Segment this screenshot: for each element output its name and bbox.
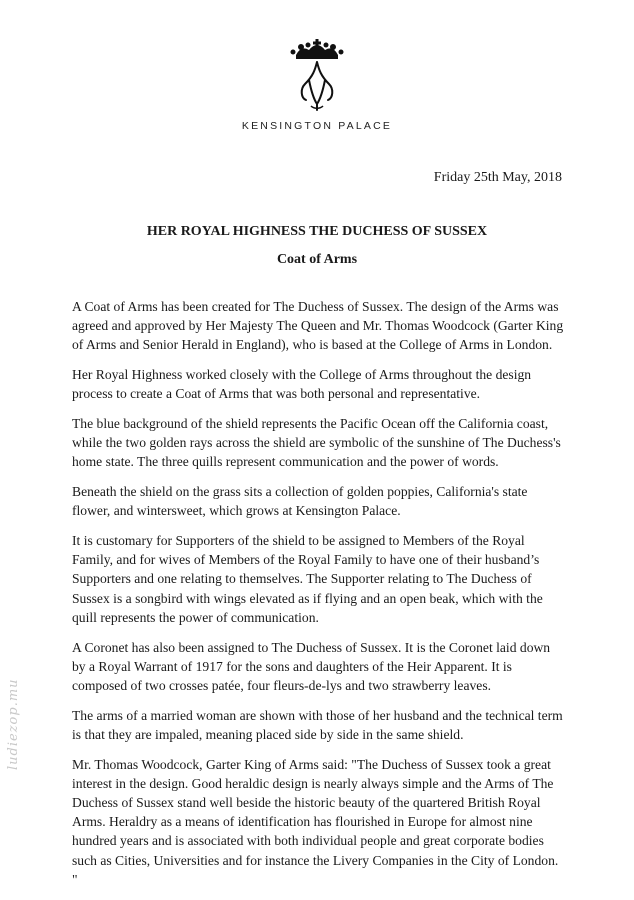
paragraph: It is customary for Supporters of the shield to be assigned to Members of the Royal Family, and for wives of Members of the Royal Family to have one of their husband’s Supporters and one relating to themselves. The Supporter relating to The Duchess of Sussex is a songbird with wings elevated as if flying and an open beak, which with the quill represents the power of communication. — [72, 533, 543, 625]
paragraph: A Coat of Arms has been created for The Duchess of Sussex. The design of the Arms was agreed and approved by Her Majesty The Queen and Mr. Thomas Woodcock (Garter King of Arms and Senior Herald in England), who is based at the College of Arms in London. — [72, 299, 564, 353]
paragraph: The blue background of the shield represents the Pacific Ocean off the California coast, while the two golden rays across the shield are symbolic of the sunshine of The Duchess's home state. The three quills represent communication and the power of words. — [72, 416, 561, 470]
crest-monogram — [0, 60, 634, 112]
document-body — [72, 297, 564, 899]
document-subtitle: Coat of Arms — [276, 252, 358, 267]
monogram-m-icon — [297, 60, 337, 112]
paragraph: The arms of a married woman are shown with those of her husband and the technical term is that they are impaled, meaning placed side by side in the same shield. — [72, 707, 563, 742]
paragraph: A Coronet has also been assigned to The Duchess of Sussex. It is the Coronet laid down by a Royal Warrant of 1917 for the sons and daughters of the Heir Apparent. It is composed of two crosses patée, four fleurs-de-lys and two strawberry leaves. — [72, 639, 551, 693]
crest-crown — [0, 38, 634, 62]
document-title: HER ROYAL HIGHNESS THE DUCHESS OF SUSSEX — [146, 224, 488, 239]
watermark: ludiezop.mu — [6, 678, 21, 770]
paragraph: Her Royal Highness worked closely with the College of Arms throughout the design process to create a Coat of Arms that was both personal and representative. — [72, 367, 532, 402]
crown-icon — [287, 38, 347, 62]
paragraph: Mr. Thomas Woodcock, Garter King of Arms said: "The Duchess of Sussex took a great interest in the design. Good heraldic design is nearly always simple and the Arms of The Duchess of Sussex stand well beside the historic beauty of the quartered British Royal Arms. Heraldry as a means of identification has flourished in Europe for almost nine hundred years and is associated with both individual people and great corporate bodies such as Cities, Universities and for instance the Livery Companies in the City of London. " — [72, 756, 559, 887]
paragraph: Beneath the shield on the grass sits a collection of golden poppies, California's state flower, and wintersweet, which grows at Kensington Palace. — [72, 484, 528, 519]
letterhead-organisation: KENSINGTON PALACE — [241, 120, 393, 132]
document-date: Friday 25th May, 2018 — [433, 170, 562, 185]
